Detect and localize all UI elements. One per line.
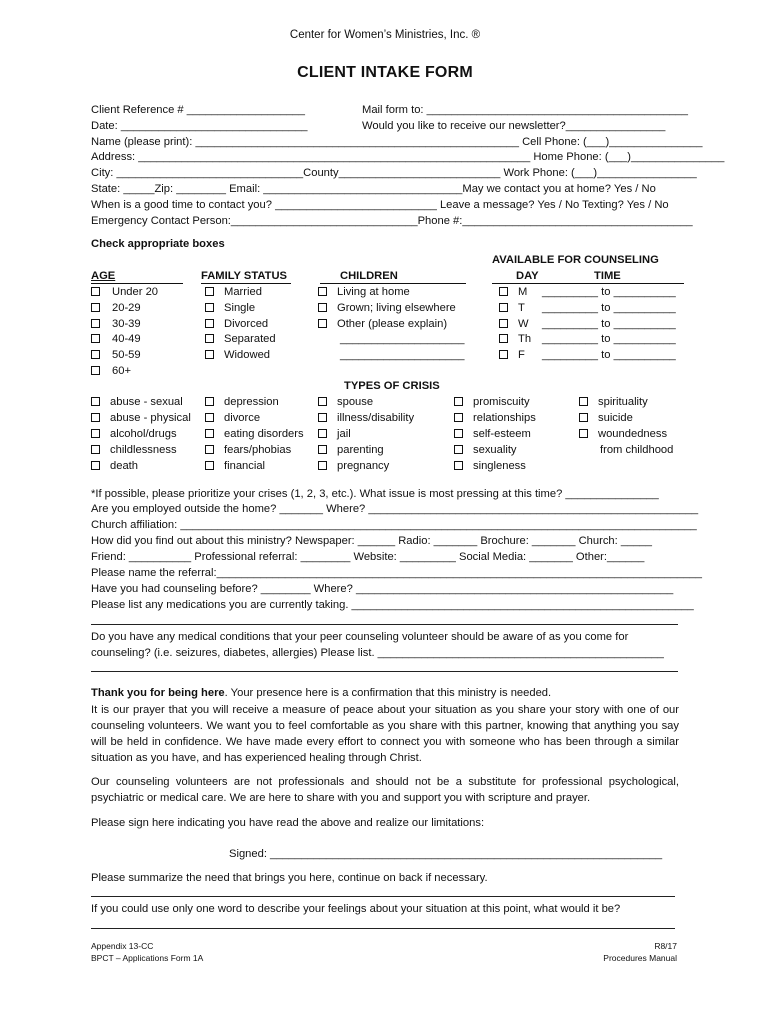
medical-conditions-question: Do you have any medical conditions that your peer counseling volunteer should be aware of as you come for xyxy=(91,631,629,643)
crisis-option[interactable]: depression xyxy=(205,395,279,409)
crisis-heading: TYPES OF CRISIS xyxy=(344,380,440,392)
checkbox[interactable] xyxy=(499,350,508,359)
checkbox[interactable] xyxy=(499,303,508,312)
family-option[interactable]: Divorced xyxy=(205,317,268,331)
crisis-option[interactable]: woundedness xyxy=(579,427,667,441)
one-word-blank-line[interactable] xyxy=(91,928,675,929)
crisis-option[interactable]: financial xyxy=(205,459,265,473)
checkbox[interactable] xyxy=(91,397,100,406)
checkbox[interactable] xyxy=(318,287,327,296)
checkbox[interactable] xyxy=(91,350,100,359)
summary-blank-line[interactable] xyxy=(91,896,675,897)
crisis-option[interactable]: eating disorders xyxy=(205,427,304,441)
checkbox[interactable] xyxy=(205,350,214,359)
crisis-option[interactable]: abuse - sexual xyxy=(91,395,183,409)
crisis-option[interactable]: jail xyxy=(318,427,351,441)
name-cell-phone-line[interactable]: Name (please print): ____________________________________________________ Cell Phone: (___)_______________ xyxy=(91,136,703,148)
checkbox[interactable] xyxy=(318,429,327,438)
family-option[interactable]: Separated xyxy=(205,332,276,346)
children-option[interactable]: Living at home xyxy=(318,285,410,299)
crisis-option[interactable]: sexuality xyxy=(454,443,517,457)
checkbox[interactable] xyxy=(91,461,100,470)
checkbox[interactable] xyxy=(91,287,100,296)
medical-conditions-field[interactable]: counseling? (i.e. seizures, diabetes, allergies) Please list. ______________________________________________ xyxy=(91,647,664,659)
availability-row[interactable]: W _________ to __________ xyxy=(499,317,676,331)
checkbox[interactable] xyxy=(205,461,214,470)
age-heading: AGE xyxy=(91,270,116,282)
check-boxes-heading: Check appropriate boxes xyxy=(91,238,225,250)
availability-row[interactable]: M _________ to __________ xyxy=(499,285,676,299)
crisis-option[interactable]: fears/phobias xyxy=(205,443,291,457)
crisis-option[interactable]: alcohol/drugs xyxy=(91,427,177,441)
checkbox[interactable] xyxy=(91,366,100,375)
referral-source-line-2[interactable]: Friend: __________ Professional referral: ________ Website: _________ Social Media: _______ Other:______ xyxy=(91,551,645,563)
checkbox[interactable] xyxy=(318,413,327,422)
checkbox[interactable] xyxy=(91,445,100,454)
crisis-option[interactable]: promiscuity xyxy=(454,395,530,409)
crisis-option[interactable]: self-esteem xyxy=(454,427,531,441)
medications-blank-line[interactable] xyxy=(91,624,678,625)
checkbox[interactable] xyxy=(205,413,214,422)
checkbox[interactable] xyxy=(454,413,463,422)
checkbox[interactable] xyxy=(91,319,100,328)
family-option[interactable]: Married xyxy=(205,285,262,299)
checkbox[interactable] xyxy=(499,287,508,296)
crisis-option-continuation: from childhood xyxy=(600,444,674,456)
checkbox[interactable] xyxy=(454,397,463,406)
children-option[interactable]: Other (please explain) xyxy=(318,317,447,331)
organization-name: Center for Women’s Ministries, Inc. ® xyxy=(289,29,481,41)
prayer-paragraph: It is our prayer that you will receive a measure of peace about your situation as you share your story with one of our counseling volunteers. We want you to feel comfortable as you share with this partner, knowing that anything you say will be held in confidence. We have made every effort to connect you with someone who has been through a similar situation as you have, and has experienced healing through Christ. xyxy=(91,704,679,764)
medications-field[interactable]: Please list any medications you are currently taking. _______________________________________________________ xyxy=(91,599,694,611)
prioritize-crises-question[interactable]: *If possible, please prioritize your crises (1, 2, 3, etc.). What issue is most pressing at this time? _______________ xyxy=(91,488,659,500)
church-affiliation-field[interactable]: Church affiliation: ___________________________________________________________________________________ xyxy=(91,519,697,531)
summarize-need-prompt: Please summarize the need that brings you here, continue on back if necessary. xyxy=(91,872,488,884)
availability-row[interactable]: F _________ to __________ xyxy=(499,348,676,362)
crisis-option[interactable]: childlessness xyxy=(91,443,177,457)
checkbox[interactable] xyxy=(318,303,327,312)
disclaimer-paragraph: Our counseling volunteers are not professionals and should not be a substitute for professional psychological, psychiatric or medical care. We are here to share with you and support you with scripture and prayer. xyxy=(91,776,679,804)
mail-form-to-field[interactable]: Mail form to: __________________________________________ xyxy=(362,104,688,116)
date-field[interactable]: Date: ______________________________ xyxy=(91,120,308,132)
emergency-contact-line[interactable]: Emergency Contact Person:______________________________Phone #:_____________________________________ xyxy=(91,215,693,227)
checkbox[interactable] xyxy=(454,429,463,438)
address-home-phone-line[interactable]: Address: _______________________________________________________________ Home Phone: (___)_______________ xyxy=(91,151,725,163)
checkbox[interactable] xyxy=(91,429,100,438)
age-heading-rule xyxy=(91,269,183,284)
checkbox[interactable] xyxy=(91,413,100,422)
children-explain-line[interactable]: ____________________ xyxy=(340,349,465,361)
checkbox[interactable] xyxy=(205,287,214,296)
crisis-option[interactable]: spouse xyxy=(318,395,373,409)
availability-row[interactable]: T _________ to __________ xyxy=(499,301,676,315)
availability-heading-rule xyxy=(492,269,684,284)
footer-revision: R8/17 xyxy=(654,941,677,951)
crisis-option[interactable]: singleness xyxy=(454,459,526,473)
available-counseling-heading: AVAILABLE FOR COUNSELING xyxy=(492,254,659,266)
one-word-question: If you could use only one word to describe your feelings about your situation at this point, what would it be? xyxy=(91,903,621,915)
checkbox[interactable] xyxy=(499,334,508,343)
time-heading: TIME xyxy=(594,270,621,282)
age-option[interactable]: 50-59 xyxy=(91,348,141,362)
crisis-option[interactable]: parenting xyxy=(318,443,384,457)
footer-appendix: Appendix 13-CC xyxy=(91,941,154,951)
prior-counseling-question[interactable]: Have you had counseling before? ________ Where? ___________________________________________________ xyxy=(91,583,674,595)
newsletter-field[interactable]: Would you like to receive our newsletter?________________ xyxy=(362,120,666,132)
signature-field[interactable]: Signed: _______________________________________________________________ xyxy=(229,848,663,860)
children-heading-rule xyxy=(320,269,466,284)
checkbox[interactable] xyxy=(318,319,327,328)
checkbox[interactable] xyxy=(205,445,214,454)
checkbox[interactable] xyxy=(205,303,214,312)
family-option[interactable]: Widowed xyxy=(205,348,270,362)
crisis-option[interactable]: illness/disability xyxy=(318,411,414,425)
checkbox[interactable] xyxy=(205,334,214,343)
availability-row[interactable]: Th _________ to __________ xyxy=(499,332,676,346)
client-reference-field[interactable]: Client Reference # ___________________ xyxy=(91,104,305,116)
crisis-option[interactable]: divorce xyxy=(205,411,260,425)
footer-manual: Procedures Manual xyxy=(603,953,677,963)
checkbox[interactable] xyxy=(579,413,588,422)
crisis-option[interactable]: spirituality xyxy=(579,395,648,409)
referral-name-field[interactable]: Please name the referral:______________________________________________________________________________ xyxy=(91,567,702,579)
checkbox[interactable] xyxy=(205,397,214,406)
crisis-option[interactable]: pregnancy xyxy=(318,459,389,473)
checkbox[interactable] xyxy=(454,461,463,470)
checkbox[interactable] xyxy=(318,397,327,406)
crisis-option[interactable]: abuse - physical xyxy=(91,411,191,425)
sign-prompt: Please sign here indicating you have read the above and realize our limitations: xyxy=(91,817,485,829)
checkbox[interactable] xyxy=(318,461,327,470)
children-option[interactable]: Grown; living elsewhere xyxy=(318,301,456,315)
contact-time-line[interactable]: When is a good time to contact you? __________________________ Leave a message? Yes / No Texting? Yes / No xyxy=(91,199,669,211)
children-heading: CHILDREN xyxy=(340,270,398,282)
checkbox[interactable] xyxy=(91,303,100,312)
state-zip-email-line[interactable]: State: _____Zip: ________ Email: ________________________________May we contact you at home? Yes / No xyxy=(91,183,656,195)
children-explain-line[interactable]: ____________________ xyxy=(340,333,465,345)
age-option[interactable]: 60+ xyxy=(91,364,131,378)
age-option[interactable]: 40-49 xyxy=(91,332,141,346)
crisis-option[interactable]: death xyxy=(91,459,138,473)
checkbox[interactable] xyxy=(579,397,588,406)
crisis-option[interactable]: suicide xyxy=(579,411,633,425)
city-work-phone-line[interactable]: City: ______________________________County__________________________ Work Phone: (___)________________ xyxy=(91,167,697,179)
thank-you-line: Thank you for being here. Your presence here is a confirmation that this ministry is needed. xyxy=(91,687,552,699)
crisis-option[interactable]: relationships xyxy=(454,411,536,425)
checkbox[interactable] xyxy=(454,445,463,454)
age-option[interactable]: 20-29 xyxy=(91,301,141,315)
age-option[interactable]: Under 20 xyxy=(91,285,158,299)
form-title: CLIENT INTAKE FORM xyxy=(297,64,473,81)
family-status-heading: FAMILY STATUS xyxy=(201,269,291,284)
employment-question[interactable]: Are you employed outside the home? _______ Where? _____________________________________________________ xyxy=(91,503,699,515)
medical-blank-line[interactable] xyxy=(91,671,678,672)
age-option[interactable]: 30-39 xyxy=(91,317,141,331)
day-heading: DAY xyxy=(516,270,539,282)
checkbox[interactable] xyxy=(318,445,327,454)
checkbox[interactable] xyxy=(499,319,508,328)
checkbox[interactable] xyxy=(205,319,214,328)
family-option[interactable]: Single xyxy=(205,301,255,315)
checkbox[interactable] xyxy=(205,429,214,438)
checkbox[interactable] xyxy=(579,429,588,438)
referral-source-line[interactable]: How did you find out about this ministry? Newspaper: ______ Radio: _______ Brochure: _______ Church: _____ xyxy=(91,535,652,547)
checkbox[interactable] xyxy=(91,334,100,343)
footer-form-id: BPCT – Applications Form 1A xyxy=(91,953,204,963)
